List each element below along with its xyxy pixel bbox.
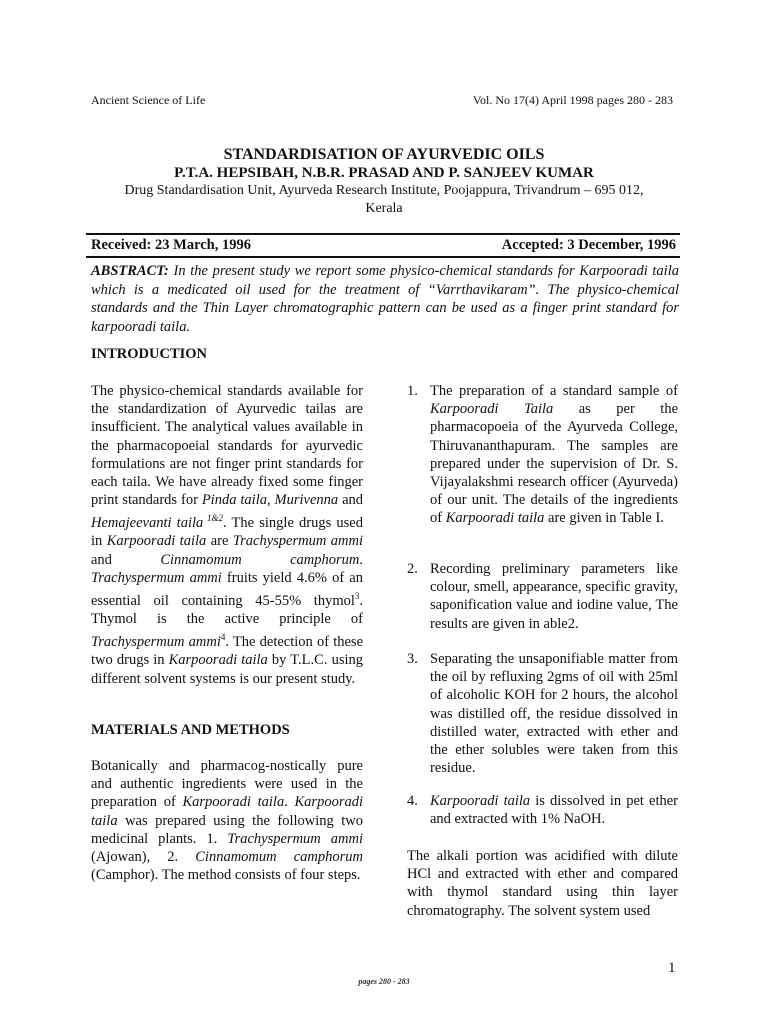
step-number: 2. (407, 561, 418, 577)
accepted-date: Accepted: 3 December, 1996 (501, 237, 676, 253)
abstract-label: ABSTRACT: (91, 263, 169, 279)
author-list: P.T.A. HEPSIBAH, N.B.R. PRASAD AND P. SANJEEV KUMAR (174, 165, 594, 181)
top-rule (86, 233, 680, 235)
volume-info: Vol. No 17(4) April 1998 pages 280 - 283 (472, 93, 673, 107)
materials-methods-heading: MATERIALS AND METHODS (91, 722, 290, 738)
affiliation-line-1: Drug Standardisation Unit, Ayurveda Research Institute, Poojappura, Trivandrum – 695 012, (124, 183, 644, 198)
dates-row (91, 237, 676, 254)
step-1: 1. The preparation of a standard sample of Karpooradi Taila as per the pharmacopoeia of the Ayurveda College, Thiruvananthapuram. The samples are prepared under the supervision of Dr. S. Vijayalakshmi research officer (Ayurveda) of our unit. The details of the ingredients of Karpooradi taila are given in Table I. (407, 383, 679, 527)
journal-name: Ancient Science of Life (91, 93, 206, 107)
step-number: 4. (407, 793, 418, 809)
introduction-heading: INTRODUCTION (91, 346, 208, 362)
affiliation (110, 182, 658, 218)
paper-title: STANDARDISATION OF AYURVEDIC OILS (223, 146, 545, 163)
alkali-paragraph: The alkali portion was acidified with dilute HCl and extracted with ether and compared with thymol standard using thin layer chromatography. The solvent system used (407, 848, 678, 919)
methods-paragraph: Botanically and pharmacog-nostically pure and authentic ingredients were used in the preparation of Karpooradi taila. Karpooradi taila was prepared using the following two medicinal plants. 1. Trachyspermum ammi (Ajowan), 2. Cinnamomum camphorum (Camphor). The method consists of four steps. (91, 758, 363, 884)
step-2: 2. Recording preliminary parameters like colour, smell, appearance, specific gravity, saponification value and iodine value, The results are given in able2. (407, 561, 678, 632)
introduction-paragraph: The physico-chemical standards available for the standardization of Ayurvedic tailas are insufficient. The analytical values available in the pharmacopoeial standards for ayurvedic formulations are not finger print standards for each taila. We have already fixed some finger print standards for Pinda taila, Murivenna and Hemajeevanti taila $^{1\&2}$. The single drugs used in Karpooradi taila are Trachyspermum ammi and Cinnamomum camphorum. Trachyspermum ammi fruits yield 4.6% of an essential oil containing 45-55% thymol$^3$. Thymol is the active principle of Trachyspermum ammi$^4$. The detection of these two drugs in Karpooradi taila by T.L.C. using different solvent systems is our present study. (91, 383, 364, 687)
page-footer: pages 280 - 283 (358, 977, 410, 986)
bottom-rule (86, 256, 680, 258)
step-number: 3. (407, 651, 418, 667)
step-number: 1. (407, 383, 418, 399)
abstract-text: In the present study we report some physico-chemical standards for Karpooradi taila which is a medicated oil used for the treatment of “Varrthavikaram”. The physico-chemical standards and the Thin Layer chromatographic pattern can be used as a finger print standard for karpooradi taila. (91, 263, 679, 335)
step-4: 4. Karpooradi taila is dissolved in pet ether and extracted with 1% NaOH. (407, 793, 678, 828)
abstract (91, 262, 679, 336)
affiliation-line-2: Kerala (365, 201, 403, 216)
page-number: 1 (668, 960, 676, 976)
step-3: 3. Separating the unsaponifiable matter from the oil by refluxing 2gms of oil with 25ml of alcoholic KOH for 2 hours, the alcohol was distilled off, the residue dissolved in distilled water, extracted with ether and the ether solubles were taken from this residue. (407, 651, 678, 777)
received-date: Received: 23 March, 1996 (91, 237, 251, 253)
